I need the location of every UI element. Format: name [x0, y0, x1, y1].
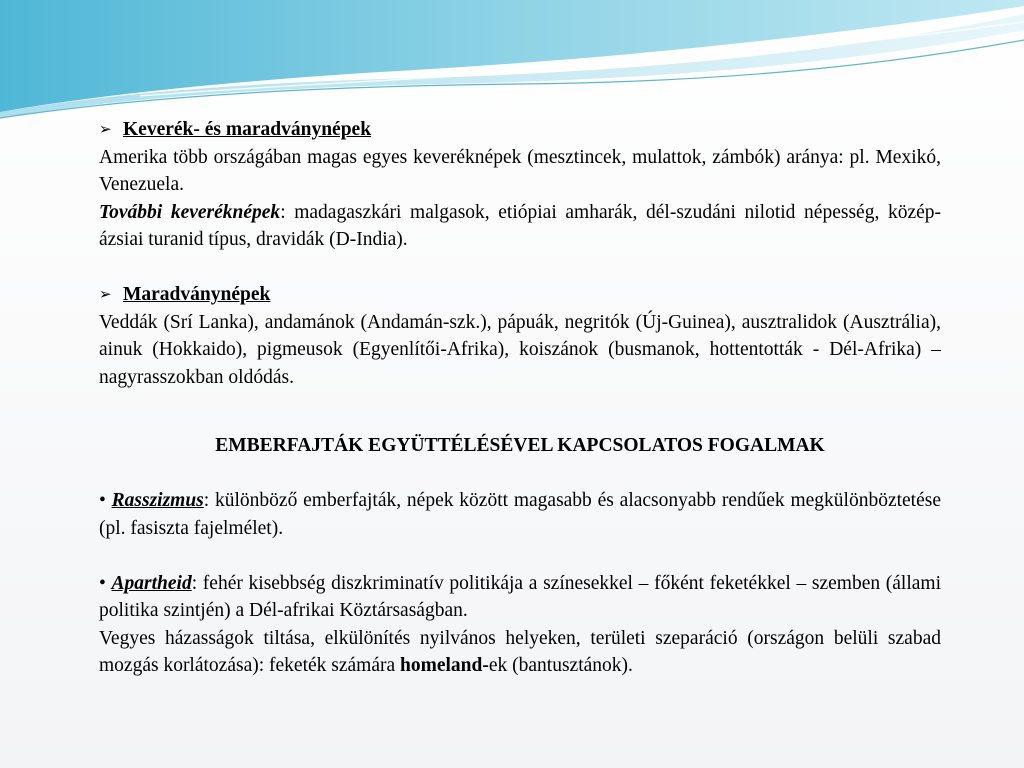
paragraph-remnant: Veddák (Srí Lanka), andamánok (Andamán-szk.), pápuák, negritók (Új-Guinea), ausztralidok (Ausztrália), ainuk (Hokkaido), pigmeusok (Egyenlítői-Afrika), koiszánok (busmanok, hottentották - Dél-Afrika) – nagyrasszokban oldódás. [99, 311, 941, 388]
paragraph-america: Amerika több országában magas egyes keveréknépek (mesztincek, mulattok, zámbók) aránya: pl. Mexikó, Venezuela. [99, 146, 941, 195]
spacer [99, 391, 941, 432]
text-bantustans: ek (bantusztánok). [488, 655, 633, 676]
term-homeland: homeland- [400, 655, 489, 676]
bullet-racism [99, 487, 941, 542]
heading-remnant-peoples: Maradványnépek [123, 284, 271, 305]
section-heading-remnant [99, 281, 941, 309]
spacer [99, 254, 941, 282]
spacer [99, 542, 941, 570]
bullet-dot-icon: • [99, 572, 106, 594]
spacer [99, 460, 941, 488]
text-other-mixed: : madagaszkári malgasok, etiópiai amharák, dél-szudáni nilotid népesség, közép-ázsiai turanid típus, dravidák (D-India). [99, 201, 942, 250]
paragraph-apartheid-details [99, 625, 941, 680]
text-racism: : különböző emberfajták, népek között magasabb és alacsonyabb rendűek megkülönböztetése (pl. fasiszta fajelmélet). [99, 490, 941, 539]
label-other-mixed: További keveréknépek [99, 201, 281, 223]
term-racism: Rasszizmus [111, 490, 204, 511]
section-heading-mixed [99, 116, 941, 144]
paragraph-other-mixed [99, 199, 941, 254]
arrow-bullet-icon: ➢ [99, 285, 112, 304]
term-apartheid: Apartheid [111, 572, 192, 594]
heading-mixed-peoples: Keverék- és maradványnépek [123, 119, 372, 140]
slide-content [99, 116, 941, 680]
decorative-wave-header [0, 0, 1024, 130]
bullet-dot-icon: • [99, 490, 106, 511]
arrow-bullet-icon: ➢ [99, 120, 112, 139]
text-apartheid-details: Vegyes házasságok tiltása, elkülönítés nyilvános helyeken, területi szeparáció (országon belüli szabad mozgás korlátozása): feketék számára [99, 627, 941, 676]
text-apartheid: : fehér kisebbség diszkriminatív politikája a színesekkel – főként feketékkel – szemben (állami politika szintjén) a Dél-afrikai Köztársaságban. [99, 572, 942, 621]
bullet-apartheid [99, 570, 941, 625]
concepts-title: EMBERFAJTÁK EGYÜTTÉLÉSÉVEL KAPCSOLATOS FOGALMAK [215, 435, 825, 456]
